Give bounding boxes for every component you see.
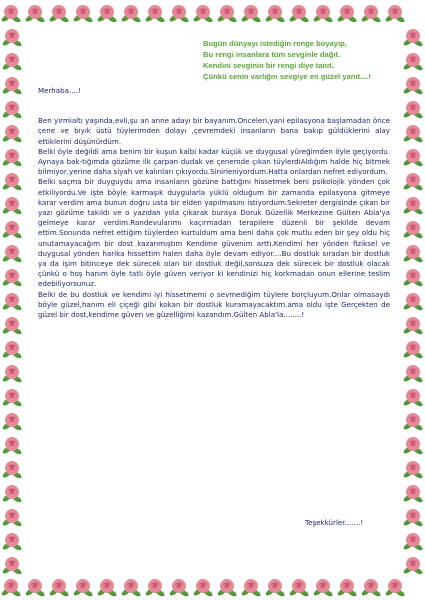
- rose-icon: [402, 122, 424, 144]
- rose-icon: [1, 194, 23, 216]
- rose-icon: [402, 506, 424, 528]
- rose-icon: [1, 98, 23, 120]
- rose-icon: [402, 194, 424, 216]
- rose-icon: [402, 290, 424, 312]
- poem: [203, 38, 398, 82]
- poem-line: Bugün dünyayı istediğin renge boyayıp,: [203, 39, 347, 48]
- rose-icon: [216, 576, 238, 598]
- rose-icon: [402, 242, 424, 264]
- rose-icon: [402, 554, 424, 574]
- rose-icon: [1, 242, 23, 264]
- letter-body: [38, 86, 390, 320]
- rose-icon: [48, 2, 70, 24]
- rose-icon: [360, 2, 382, 24]
- rose-icon: [336, 2, 358, 24]
- rose-icon: [402, 218, 424, 240]
- rose-icon: [0, 2, 22, 24]
- rose-icon: [402, 458, 424, 480]
- rose-icon: [192, 576, 214, 598]
- rose-icon: [288, 2, 310, 24]
- rose-icon: [168, 576, 190, 598]
- rose-icon: [48, 576, 70, 598]
- rose-icon: [1, 506, 23, 528]
- rose-icon: [402, 482, 424, 504]
- letter-paragraph: Ben yirmialtı yaşında,evli,şu an anne adayı bir bayanım.Onceleri,yani epilasyona başlamadan önce çene ve bıyık üstü tüylerimden dolayı ,çevremdeki insanların bana bakıp güldüklerini alay ettiklerini düşünürdüm.: [38, 116, 390, 146]
- rose-icon: [1, 146, 23, 168]
- rose-icon: [72, 576, 94, 598]
- rose-icon: [1, 482, 23, 504]
- rose-icon: [240, 576, 262, 598]
- rose-border-left: [0, 26, 24, 574]
- rose-icon: [96, 576, 118, 598]
- rose-icon: [24, 576, 46, 598]
- rose-icon: [402, 98, 424, 120]
- letter-paragraph: Belki de bu dostluk ve kendimi iyi hissetmemi o sevmediğim tüylere borçluyum.Onlar olmasaydı böyle güzel,hanım eli çiçeği gibi kokan bir dostluk kuramayacaktım.ama oldu işte Gerçekten de güzel bir dost,kendime güven ve güzelliğimi kazandım.Gülten Abla'la........!: [38, 289, 390, 320]
- rose-icon: [72, 2, 94, 24]
- poem-line: Kendini sevginin bir rengi diye tanıt.: [203, 61, 334, 70]
- rose-icon: [402, 50, 424, 72]
- rose-icon: [402, 170, 424, 192]
- rose-icon: [192, 2, 214, 24]
- rose-icon: [1, 338, 23, 360]
- rose-border-right: [401, 26, 425, 574]
- letter-paragraphs: [38, 116, 390, 320]
- letter-paragraph: Belki saçma bir duyguydu ama insanların gözüne battığını hissetmek beni psikolojik yönden çok etkiliyordu.Ve işte böyle karmaşık duygularla yüklü olduğum bir zamanda epilasyona gitmeye karar verdim ama bunun doğru usta bir elden yapılmasını istiyordum.Sekreter dergisinde çıkan bir yazı gözüme takıldı ve o yazıdan yola çıkarak buraya Doruk Güzellik Merkezine Gülten Abla'ya gelmeye karar verdim.Randevularımı kaçırmadan terapilere düzenli bir şekilde devam ettim.Sonunda nefret ettiğim tüylerden kurtuldum ama beni daha çok mutlu eden bir şey oldu hiç unutamayacağım bir dost kazanmıştım Kendime güvenim arttı.Kendimi her yönden fiziksel ve duygusal yönden harika hissettim halen daha öyle devam ediyor....Bu dostluk sıradan bir dostluk ya da işim bitinceye dek sürecek olan bir dostluk değil,sonsuza dek sürecek bir dostluk olacak çünkü o hoş hanım öyle tatlı öyle güven veriyor ki kendinizi hiç korkmadan onun ellerine teslim edebiliyorsunuz.: [38, 177, 390, 289]
- rose-icon: [402, 74, 424, 96]
- rose-icon: [120, 2, 142, 24]
- rose-icon: [402, 26, 424, 48]
- rose-icon: [1, 530, 23, 552]
- rose-icon: [216, 2, 238, 24]
- rose-icon: [120, 576, 142, 598]
- rose-icon: [360, 576, 382, 598]
- rose-icon: [402, 386, 424, 408]
- rose-icon: [402, 314, 424, 336]
- rose-icon: [312, 576, 334, 598]
- rose-icon: [1, 314, 23, 336]
- rose-icon: [402, 266, 424, 288]
- rose-icon: [144, 2, 166, 24]
- rose-border-top: [0, 0, 425, 26]
- closing-thanks: Teşekkürler.......!: [305, 518, 364, 527]
- rose-icon: [1, 50, 23, 72]
- rose-icon: [402, 362, 424, 384]
- rose-icon: [384, 576, 406, 598]
- rose-icon: [1, 170, 23, 192]
- rose-icon: [1, 122, 23, 144]
- rose-icon: [1, 386, 23, 408]
- rose-icon: [402, 530, 424, 552]
- rose-icon: [144, 576, 166, 598]
- rose-icon: [1, 554, 23, 574]
- rose-icon: [1, 434, 23, 456]
- rose-icon: [1, 218, 23, 240]
- rose-icon: [1, 458, 23, 480]
- rose-icon: [402, 410, 424, 432]
- greeting: Merhaba....!: [38, 86, 81, 95]
- rose-border-bottom: [0, 574, 425, 600]
- rose-icon: [288, 576, 310, 598]
- poem-line: Bu rengi insanlara tüm sevginle dağıt.: [203, 50, 341, 59]
- rose-icon: [240, 2, 262, 24]
- letter-paragraph: Belki öyle değildi ama benim bir kuşun kalbi kadar küçük ve duygusal yüreğimden öyle geçiyordu. Aynaya bak-tığımda gözüme ilk çarpan dudak ve çenemde çıkan tüylerdiAldığım halde hiç bitmek bilmiyor,yerine daha siyah ve kalınları çıkıyordu.Sinirleniyordum.Hatta onlardan nefret ediyordum.: [38, 146, 390, 177]
- rose-icon: [402, 146, 424, 168]
- rose-icon: [96, 2, 118, 24]
- rose-icon: [1, 410, 23, 432]
- rose-icon: [402, 338, 424, 360]
- rose-icon: [1, 266, 23, 288]
- rose-icon: [1, 74, 23, 96]
- rose-icon: [24, 2, 46, 24]
- rose-icon: [384, 2, 406, 24]
- rose-icon: [336, 576, 358, 598]
- rose-icon: [312, 2, 334, 24]
- rose-icon: [402, 434, 424, 456]
- poem-line: Çünkü senin varlığın sevgiye en güzel yanıt....!: [203, 72, 371, 81]
- rose-icon: [168, 2, 190, 24]
- rose-icon: [264, 2, 286, 24]
- rose-icon: [1, 362, 23, 384]
- rose-icon: [264, 576, 286, 598]
- rose-icon: [0, 576, 22, 598]
- rose-icon: [1, 26, 23, 48]
- rose-icon: [1, 290, 23, 312]
